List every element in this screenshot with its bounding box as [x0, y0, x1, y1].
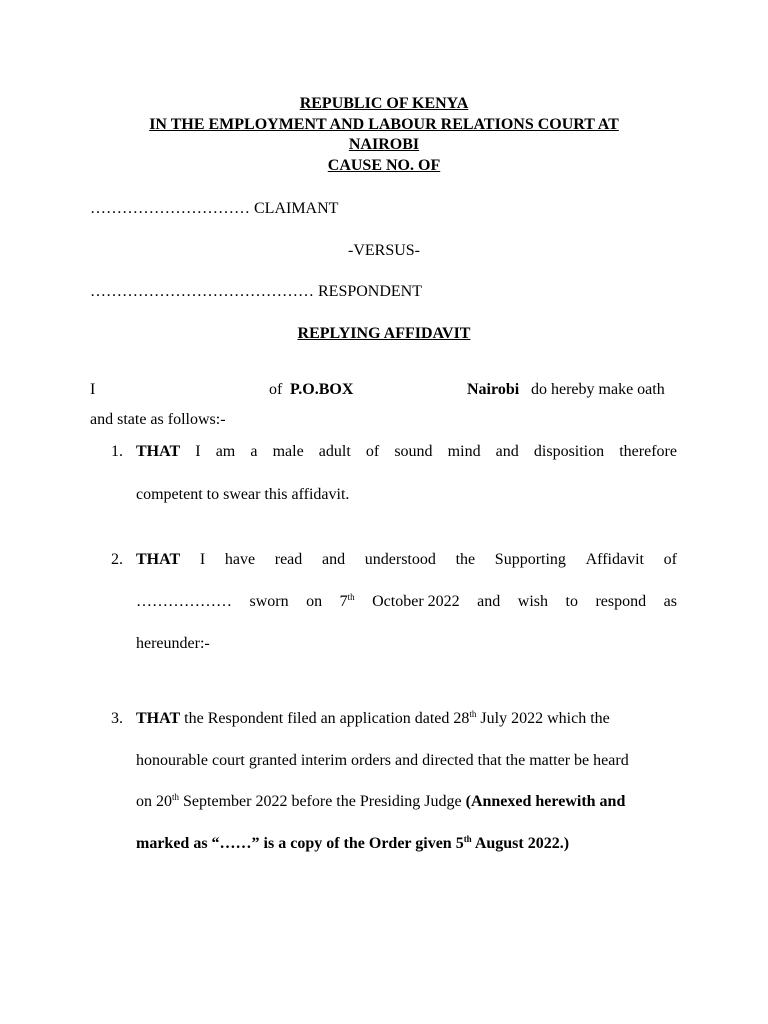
para-3-line1	[136, 709, 610, 729]
word: and	[495, 443, 519, 460]
word: read	[274, 551, 303, 568]
word: sound	[394, 443, 433, 460]
header-location: NAIROBI	[348, 136, 420, 153]
word: mind	[447, 443, 481, 460]
word: respond	[595, 593, 647, 610]
date-day: 7	[339, 593, 348, 610]
word: sworn	[249, 593, 289, 610]
intro-pobox: P.O.BOX	[290, 381, 354, 398]
para-3-line2: honourable court granted interim orders and directed that the matter be heard	[136, 752, 629, 769]
word: to	[565, 593, 578, 610]
para-1-line2: competent to swear this affidavit.	[136, 486, 350, 503]
word: disposition	[533, 443, 605, 460]
para-3-line3-bold: (Annexed herewith and	[465, 793, 626, 810]
para-3-line4	[136, 834, 569, 854]
para-3-number: 3.	[111, 710, 123, 727]
word: Affidavit	[585, 551, 644, 568]
para-2-line2	[136, 592, 677, 612]
versus-line: -VERSUS-	[347, 242, 420, 259]
intro-line2: and state as follows:-	[90, 411, 226, 428]
sworn-month-year: October 2022	[372, 593, 460, 610]
date-suffix: th	[469, 709, 477, 719]
date-suffix: th	[172, 792, 180, 802]
word: wish	[517, 593, 548, 610]
word: the	[455, 551, 476, 568]
word: on	[306, 593, 323, 610]
word: of	[365, 443, 380, 460]
para-1-number: 1.	[111, 443, 123, 460]
word: a	[250, 443, 258, 460]
blank-dots: ………………	[136, 593, 232, 610]
word: I	[199, 551, 206, 568]
para-2-line1	[136, 550, 677, 570]
para-1-that: THAT	[136, 443, 181, 460]
sworn-date	[340, 592, 355, 612]
para-2-line3: hereunder:-	[136, 635, 210, 652]
word: therefore	[619, 443, 677, 460]
header-cause-number: CAUSE NO. OF	[327, 157, 441, 174]
intro-i: I	[90, 381, 96, 398]
para-2-that: THAT	[136, 551, 181, 568]
para-1-line1	[136, 442, 677, 462]
word: am	[215, 443, 236, 460]
para-3-that: THAT	[136, 710, 181, 727]
date-suffix: th	[463, 834, 472, 844]
intro-rest: do hereby make oath	[531, 381, 665, 398]
claimant-line: ………………………… CLAIMANT	[90, 200, 339, 217]
word: I	[195, 443, 201, 460]
word: and	[477, 593, 501, 610]
header-court: IN THE EMPLOYMENT AND LABOUR RELATIONS COURT AT	[149, 116, 619, 133]
para-3-line4-text-b: August 2022.)	[471, 835, 570, 852]
word: of	[663, 551, 677, 568]
respondent-line: …………………………………… RESPONDENT	[90, 283, 423, 300]
document-title: REPLYING AFFIDAVIT	[297, 325, 471, 342]
para-3-line3	[136, 792, 625, 812]
word: and	[321, 551, 346, 568]
intro-of: of	[269, 381, 283, 398]
para-3-line1-text-a: the Respondent filed an application dated 28	[184, 710, 470, 727]
para-2-number: 2.	[111, 551, 123, 568]
header-republic: REPUBLIC OF KENYA	[299, 95, 469, 112]
para-3-line3-text-b: September 2022 before the Presiding Judge	[179, 793, 466, 810]
para-3-line4-text-a: marked as “……” is a copy of the Order given 5	[136, 835, 464, 852]
word: adult	[318, 443, 351, 460]
intro-nairobi: Nairobi	[467, 381, 520, 398]
date-suffix: th	[347, 592, 355, 602]
para-3-line3-text-a: on 20	[136, 793, 172, 810]
para-3-line1-text-b: July 2022 which the	[476, 710, 610, 727]
word: understood	[364, 551, 436, 568]
word: Supporting	[494, 551, 566, 568]
word: as	[663, 593, 677, 610]
word: have	[224, 551, 256, 568]
word: male	[272, 443, 304, 460]
